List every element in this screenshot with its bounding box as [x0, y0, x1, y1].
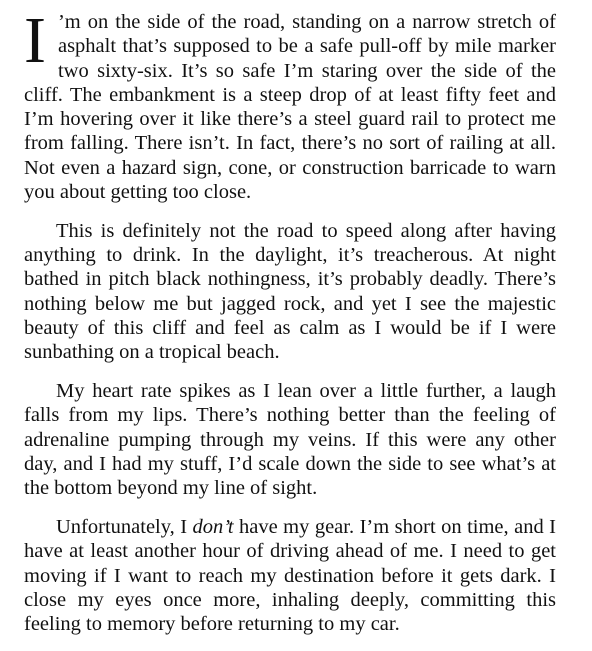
document-page	[24, 4, 556, 651]
paragraph-4-emphasis: don’t	[192, 516, 234, 539]
paragraph-3: My heart rate spikes as I lean over a little further, a laugh falls from my lips. There’s nothing better than the feeling of adrenaline pumping through my veins. If this were any other day, and I had my stuff, I’d scale down the side to see what’s at the bottom beyond my line of sight.	[24, 380, 556, 500]
paragraph-4	[24, 515, 556, 636]
drop-cap: I	[24, 4, 46, 77]
paragraph-1	[24, 4, 556, 204]
paragraph-4-text-after: have my gear. I’m short on time, and I have at least another hour of driving ahead of me. I need to get moving if I want to reach my destination before it gets dark. I close my eyes once more, inhaling deeply, committing this feeling to memory before returning to my car.	[24, 516, 556, 636]
paragraph-1-text: ’m on the side of the road, standing on a narrow stretch of asphalt that’s supposed to be a safe pull-off by mile marker two sixty-six. It’s so safe I’m staring over the side of the cliff. The embankment is a steep drop of at least fifty feet and I’m hovering over it like there’s a steel guard rail to protect me from falling. There isn’t. In fact, there’s no sort of railing at all. Not even a hazard sign, cone, or construction barricade to warn you about getting too close.	[24, 11, 556, 204]
paragraph-4-text-before: Unfortunately, I	[56, 516, 193, 539]
paragraph-2: This is definitely not the road to speed along after having anything to drink. In the daylight, it’s treacherous. At night bathed in pitch black nothingness, it’s probably deadly. There’s nothing below me but jagged rock, and yet I see the majestic beauty of this cliff and feel as calm as I would be if I were sunbathing on a tropical beach.	[24, 219, 556, 364]
